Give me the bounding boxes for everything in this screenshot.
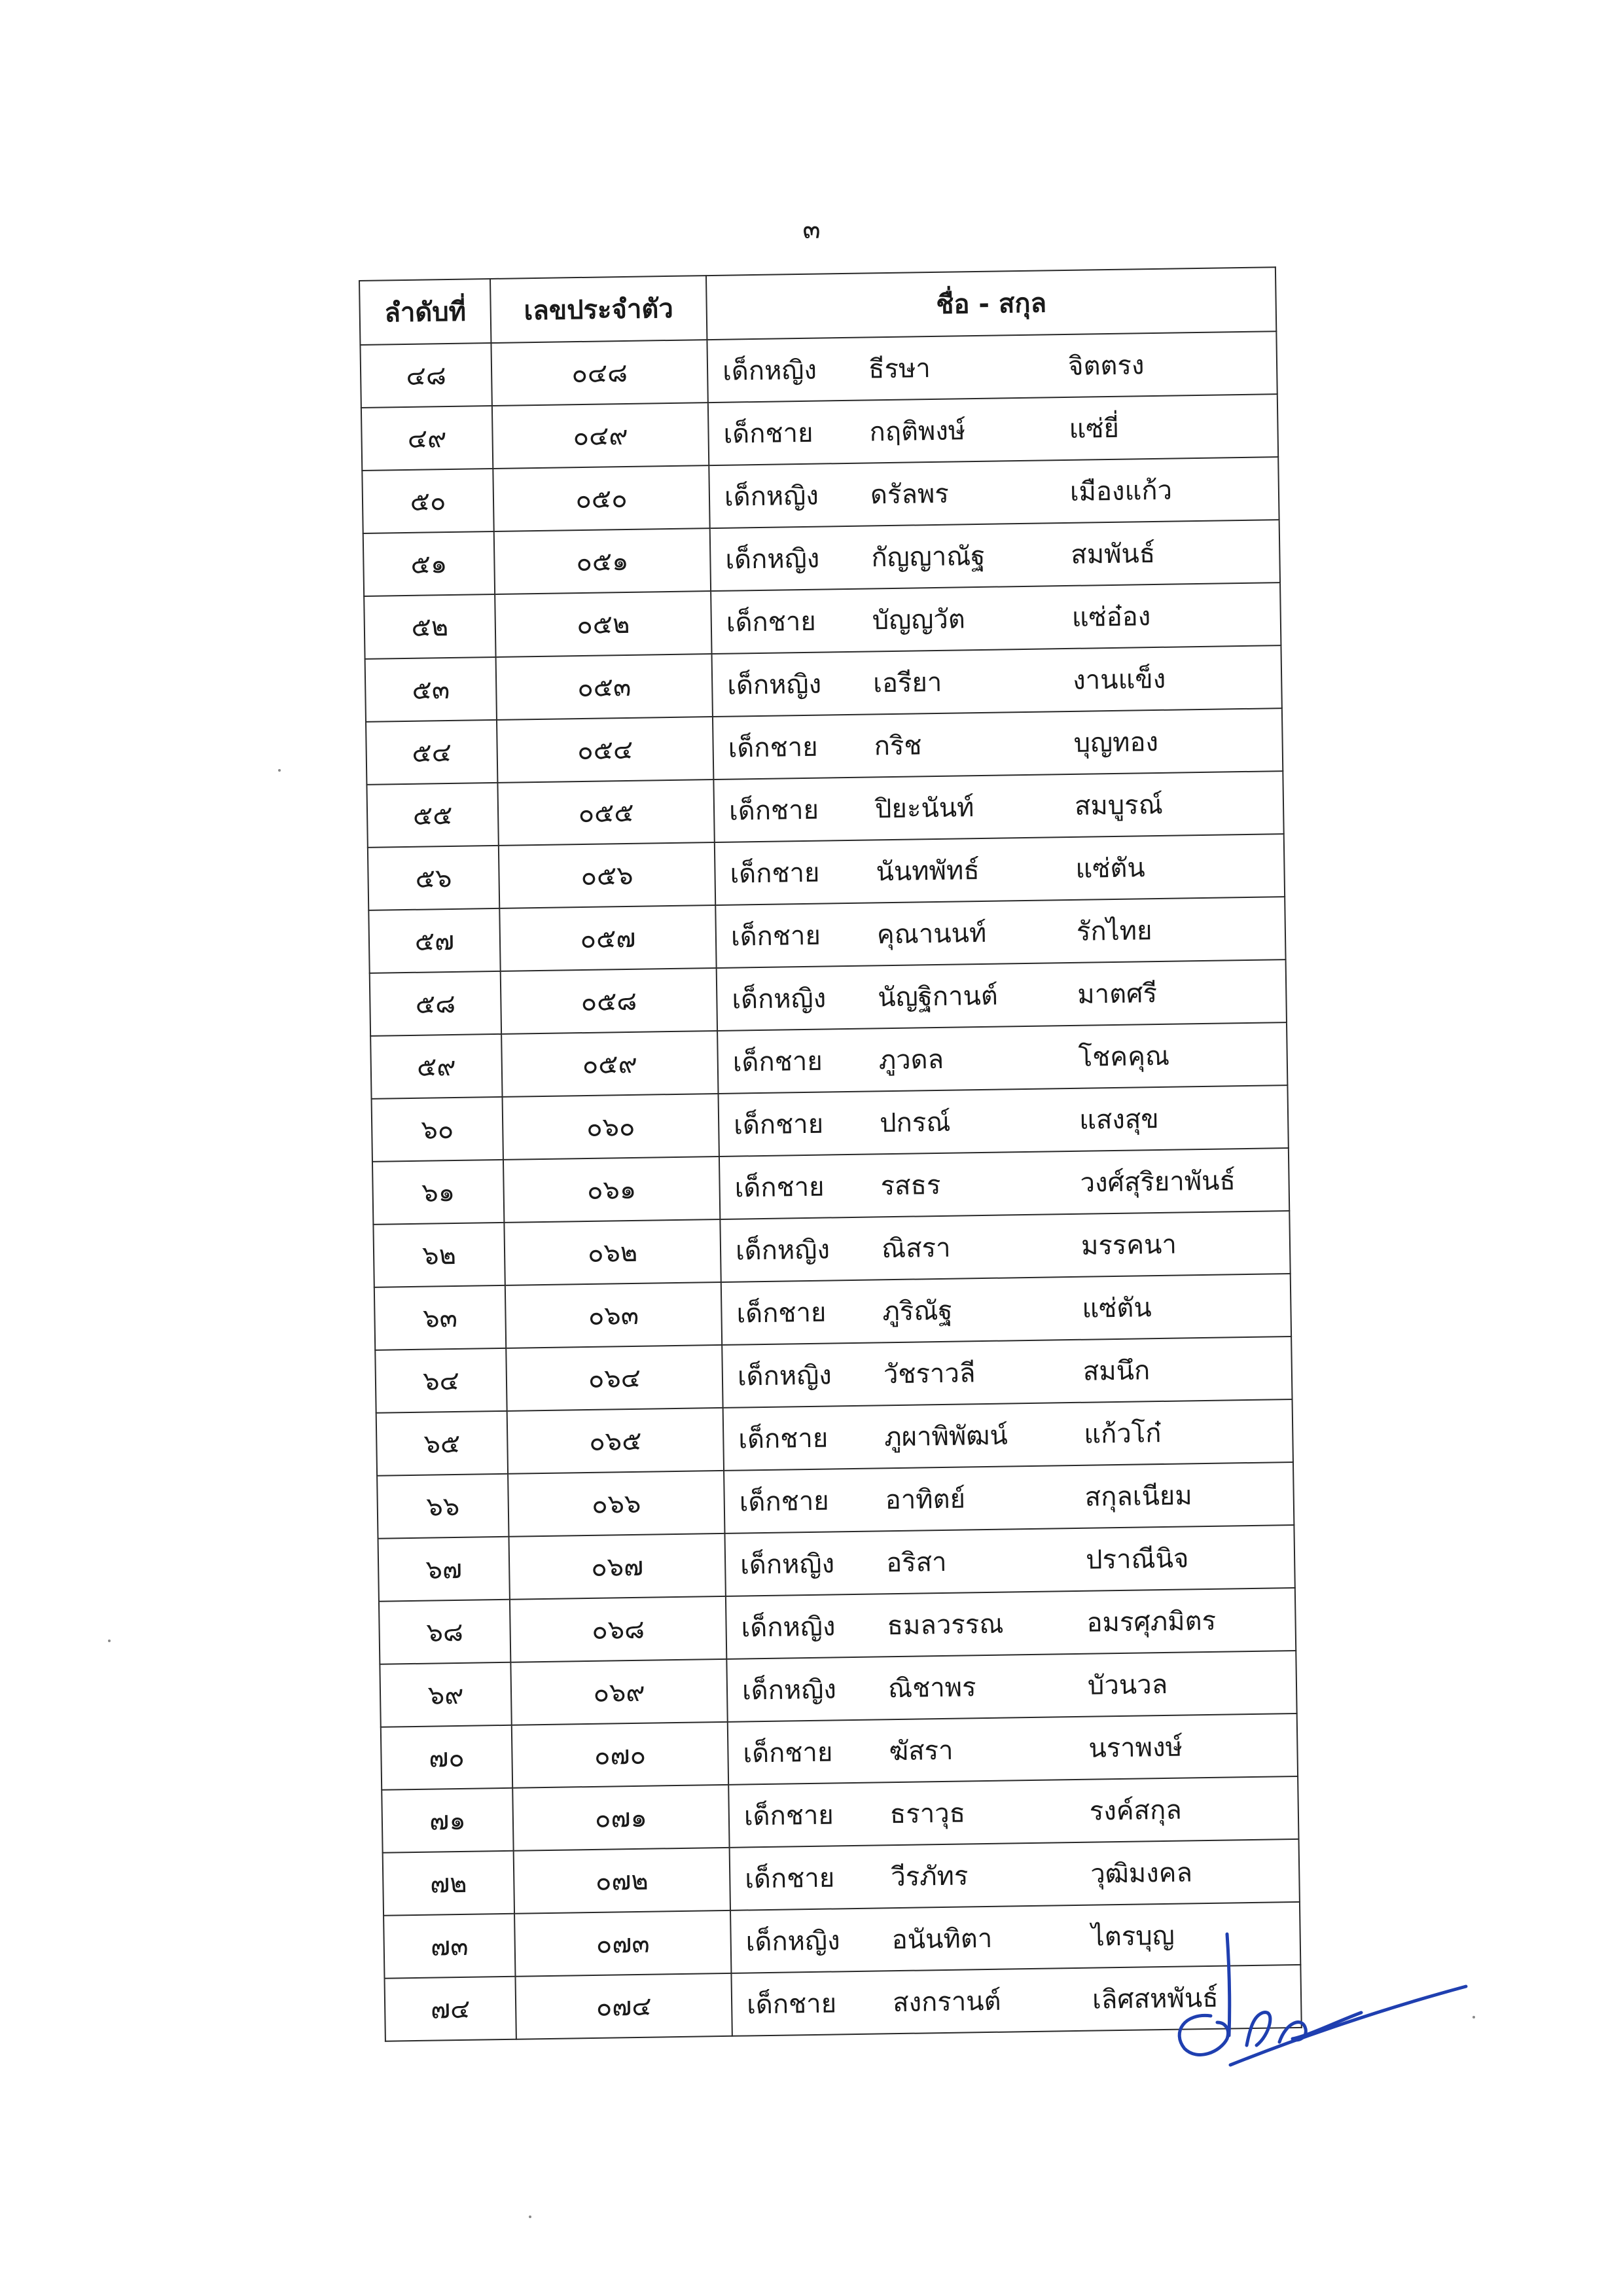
row-first-name: เอรียา	[872, 667, 942, 699]
row-seq: ๖๓	[374, 1285, 506, 1350]
row-student-id: ๐๗๐	[512, 1722, 728, 1788]
row-first-name: กฤติพงษ์	[869, 416, 966, 448]
row-full-name	[718, 1085, 1288, 1157]
row-full-name	[719, 1148, 1289, 1219]
row-student-id: ๐๖๓	[505, 1282, 722, 1348]
page-number: ๓	[802, 215, 821, 245]
row-full-name	[707, 331, 1277, 403]
row-first-name: อาทิตย์	[885, 1484, 966, 1516]
row-title: เด็กชาย	[746, 1988, 837, 2020]
row-student-id: ๐๖๘	[510, 1596, 726, 1662]
row-student-id: ๐๕๕	[497, 780, 714, 846]
row-title: เด็กชาย	[730, 857, 820, 889]
row-first-name: ปกรณ์	[879, 1107, 951, 1139]
row-seq: ๕๗	[368, 908, 500, 973]
scan-speck	[529, 2215, 531, 2218]
row-last-name: แซ่ตัน	[1075, 853, 1146, 884]
row-last-name: บัวนวล	[1087, 1669, 1168, 1701]
row-title: เด็กชาย	[744, 1863, 835, 1895]
row-seq: ๔๙	[361, 406, 493, 471]
header-id: เลขประจำตัว	[490, 276, 707, 343]
row-first-name: ณิชาพร	[887, 1672, 976, 1704]
row-full-name	[730, 1839, 1300, 1910]
row-first-name: ภูริณัฐ	[882, 1295, 953, 1327]
row-last-name: สกุลเนียม	[1084, 1480, 1193, 1513]
student-roster-table	[359, 266, 1302, 2042]
row-seq: ๖๕	[376, 1411, 508, 1476]
row-student-id: ๐๗๒	[514, 1848, 730, 1914]
row-full-name	[713, 771, 1283, 842]
row-last-name: เลิศสหพันธ์	[1092, 1982, 1219, 2015]
row-title: เด็กชาย	[732, 1046, 823, 1078]
scan-speck	[108, 1640, 111, 1642]
row-title: เด็กหญิง	[745, 1926, 840, 1958]
row-seq: ๖๒	[373, 1223, 505, 1287]
row-first-name: กัญญาณัฐ	[871, 541, 986, 573]
row-seq: ๗๔	[384, 1977, 516, 2041]
row-last-name: อมรศุภมิตร	[1086, 1605, 1217, 1638]
row-last-name: รงค์สกุล	[1089, 1795, 1183, 1827]
row-last-name: แซ่อ๋อง	[1071, 601, 1151, 633]
row-seq: ๖๙	[380, 1662, 511, 1727]
row-last-name: แสงสุข	[1079, 1104, 1159, 1136]
row-student-id: ๐๖๕	[507, 1408, 724, 1474]
row-first-name: นัญฐิกานต์	[878, 980, 999, 1013]
row-title: เด็กชาย	[728, 795, 819, 827]
row-last-name: เมืองแก้ว	[1069, 475, 1173, 507]
row-first-name: ดรัลพร	[870, 478, 950, 511]
row-title: เด็กหญิง	[725, 543, 820, 575]
row-title: เด็กชาย	[723, 418, 813, 450]
row-full-name	[723, 1399, 1293, 1471]
row-seq: ๗๐	[381, 1725, 512, 1790]
row-title: เด็กชาย	[739, 1486, 830, 1518]
row-student-id: ๐๖๙	[510, 1659, 727, 1725]
row-title: เด็กชาย	[743, 1737, 833, 1769]
scan-speck	[1472, 2016, 1475, 2018]
row-full-name	[728, 1713, 1298, 1785]
row-first-name: ฆัสรา	[889, 1735, 954, 1767]
row-last-name: มรรคนา	[1080, 1229, 1177, 1261]
row-title: เด็กหญิง	[741, 1611, 836, 1643]
row-seq: ๗๑	[382, 1788, 513, 1853]
row-student-id: ๐๕๒	[495, 591, 711, 657]
row-first-name: สงกรานต์	[892, 1986, 1001, 2018]
row-first-name: อริสา	[885, 1547, 947, 1579]
row-student-id: ๐๖๒	[504, 1219, 721, 1285]
row-student-id: ๐๖๖	[508, 1471, 724, 1537]
row-seq: ๖๐	[372, 1097, 503, 1162]
row-first-name: บัญญวัต	[872, 604, 966, 636]
row-last-name: แซ่ยี่	[1069, 413, 1120, 444]
row-full-name	[715, 834, 1285, 905]
row-full-name	[713, 708, 1283, 780]
row-full-name	[728, 1776, 1298, 1848]
row-title: เด็กหญิง	[726, 669, 822, 701]
header-seq: ลำดับที่	[359, 279, 491, 345]
row-seq: ๕๕	[366, 783, 498, 848]
row-first-name: ธีรษา	[868, 353, 931, 385]
row-student-id: ๐๔๙	[492, 403, 709, 469]
row-first-name: ธราวุธ	[889, 1798, 966, 1830]
row-last-name: จิตตรง	[1067, 350, 1145, 382]
row-full-name	[708, 394, 1278, 465]
row-seq: ๖๔	[375, 1348, 507, 1413]
row-seq: ๖๗	[378, 1537, 510, 1602]
row-title: เด็กชาย	[738, 1423, 829, 1455]
row-last-name: บุญทอง	[1073, 726, 1159, 759]
row-first-name: ภูวดล	[878, 1044, 944, 1076]
row-seq: ๕๙	[370, 1034, 502, 1099]
row-first-name: นันทพัทธ์	[876, 855, 980, 888]
header-name: ชื่อ - สกุล	[706, 267, 1276, 340]
row-full-name	[720, 1211, 1290, 1282]
row-student-id: ๐๕๑	[494, 528, 711, 594]
row-last-name: แซ่ตัน	[1082, 1293, 1152, 1324]
row-last-name: รักไทย	[1076, 916, 1152, 947]
row-title: เด็กหญิง	[732, 983, 827, 1015]
row-last-name: สมนึก	[1082, 1355, 1150, 1387]
row-seq: ๕๐	[362, 469, 493, 533]
row-student-id: ๐๕๐	[493, 465, 709, 531]
table-body	[360, 331, 1301, 2041]
row-title: เด็กหญิง	[740, 1549, 835, 1581]
row-seq: ๖๖	[377, 1474, 508, 1539]
row-seq: ๗๒	[383, 1851, 514, 1916]
row-full-name	[711, 583, 1281, 654]
row-student-id: ๐๕๖	[499, 842, 715, 908]
row-first-name: วีรภัทร	[890, 1861, 969, 1893]
row-student-id: ๐๖๑	[503, 1157, 720, 1223]
table-row	[384, 1965, 1301, 2041]
row-last-name: ไตรบุญ	[1091, 1920, 1175, 1952]
row-full-name	[726, 1651, 1296, 1722]
row-student-id: ๐๗๓	[514, 1910, 731, 1977]
row-first-name: ปิยะนันท์	[874, 793, 974, 825]
row-full-name	[724, 1525, 1294, 1596]
row-first-name: ณิสรา	[881, 1232, 951, 1265]
row-last-name: วงศ์สุริยาพันธ์	[1080, 1166, 1236, 1198]
row-seq: ๖๑	[372, 1160, 504, 1225]
row-seq: ๕๒	[364, 594, 495, 659]
row-first-name: รสธร	[880, 1170, 941, 1202]
row-seq: ๕๘	[370, 971, 501, 1036]
row-title: เด็กชาย	[733, 1109, 824, 1141]
row-first-name: ธมลวรรณ	[887, 1609, 1004, 1641]
row-full-name	[717, 960, 1287, 1031]
row-title: เด็กชาย	[736, 1297, 827, 1329]
row-last-name: สมบูรณ์	[1074, 789, 1164, 821]
row-title: เด็กหญิง	[737, 1360, 832, 1392]
row-first-name: คุณานนท์	[876, 918, 987, 950]
row-student-id: ๐๕๗	[499, 905, 716, 971]
row-last-name: มาตศรี	[1077, 978, 1158, 1010]
row-seq: ๖๘	[379, 1600, 510, 1664]
row-student-id: ๐๕๘	[501, 968, 717, 1034]
row-title: เด็กหญิง	[735, 1234, 830, 1266]
row-title: เด็กชาย	[726, 606, 817, 638]
row-full-name	[722, 1336, 1292, 1408]
row-first-name: อนันทิตา	[891, 1923, 993, 1956]
row-seq: ๕๓	[365, 657, 497, 722]
row-student-id: ๐๖๔	[506, 1345, 722, 1411]
row-full-name	[726, 1588, 1296, 1659]
row-seq: ๔๘	[360, 343, 491, 408]
row-first-name: วัชราวลี	[883, 1358, 976, 1390]
row-title: เด็กชาย	[728, 732, 818, 764]
row-student-id: ๐๖๗	[509, 1534, 726, 1600]
row-seq: ๕๑	[363, 531, 495, 596]
row-student-id: ๐๕๓	[496, 654, 713, 720]
row-last-name: สมพันธ์	[1071, 538, 1156, 570]
row-seq: ๕๔	[366, 720, 497, 785]
row-full-name	[717, 1022, 1287, 1094]
row-title: เด็กหญิง	[741, 1674, 837, 1706]
row-title: เด็กหญิง	[722, 355, 817, 387]
row-full-name	[709, 457, 1279, 528]
row-title: เด็กชาย	[743, 1800, 834, 1832]
row-full-name	[721, 1274, 1291, 1345]
row-title: เด็กหญิง	[724, 480, 819, 512]
row-last-name: งานแข็ง	[1072, 664, 1166, 696]
row-last-name: นราพงษ์	[1088, 1732, 1183, 1764]
row-full-name	[715, 897, 1285, 968]
row-student-id: ๐๗๑	[512, 1785, 729, 1851]
row-full-name	[712, 645, 1282, 717]
row-student-id: ๐๗๔	[515, 1973, 732, 2039]
row-last-name: แก้วโก๋	[1083, 1418, 1162, 1450]
row-full-name	[710, 520, 1280, 591]
row-first-name: ภูผาพิพัฒน์	[883, 1420, 1008, 1453]
row-student-id: ๐๔๘	[491, 340, 707, 406]
row-last-name: วุฒิมงคล	[1090, 1857, 1193, 1890]
row-student-id: ๐๕๔	[497, 717, 713, 783]
signature	[1165, 1924, 1492, 2088]
row-student-id: ๐๕๙	[501, 1031, 718, 1097]
row-title: เด็กชาย	[734, 1172, 825, 1204]
row-student-id: ๐๖๐	[503, 1094, 719, 1160]
row-title: เด็กชาย	[730, 920, 821, 952]
row-last-name: โชคคุณ	[1078, 1041, 1170, 1073]
row-last-name: ปราณีนิจ	[1085, 1543, 1189, 1575]
row-seq: ๕๖	[368, 846, 499, 910]
scan-speck	[278, 769, 281, 772]
row-seq: ๗๓	[383, 1914, 515, 1979]
row-full-name	[724, 1462, 1294, 1534]
row-first-name: กริช	[874, 730, 922, 762]
